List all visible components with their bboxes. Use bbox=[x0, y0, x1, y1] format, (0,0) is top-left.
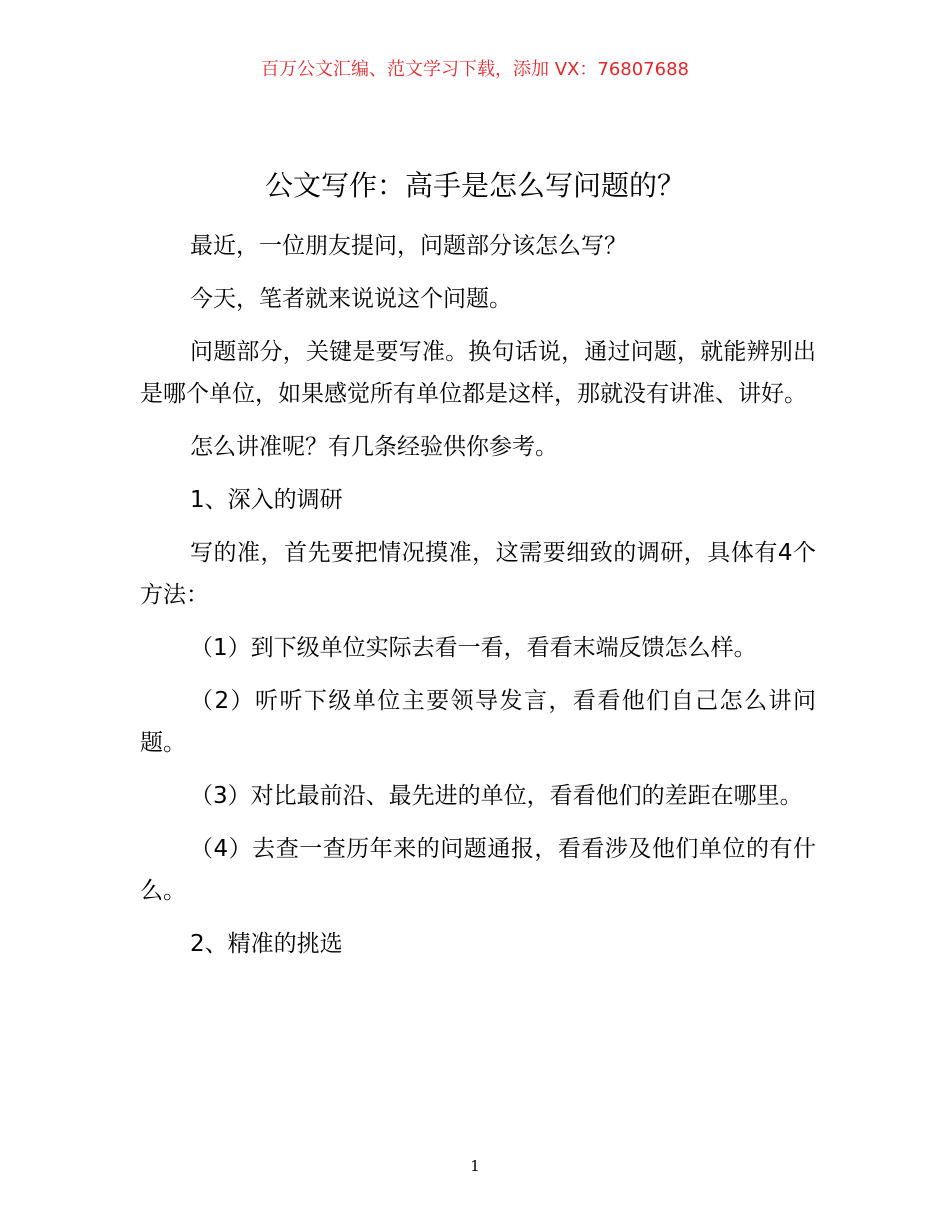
list-item: （4）去查一查历年来的问题通报，看看涉及他们单位的有什么。 bbox=[140, 836, 816, 904]
paragraph: 怎么讲准呢？有几条经验供你参考。 bbox=[190, 434, 558, 460]
list-item: （1）到下级单位实际去看一看，看看末端反馈怎么样。 bbox=[190, 635, 757, 661]
paragraph: 最近，一位朋友提问，问题部分该怎么写？ bbox=[190, 233, 627, 259]
document-title: 公文写作：高手是怎么写问题的？ bbox=[264, 169, 685, 202]
section-heading: 1、深入的调研 bbox=[190, 487, 343, 513]
paragraph: 今天，笔者就来说说这个问题。 bbox=[190, 286, 512, 312]
paragraph: 写的准，首先要把情况摸准，这需要细致的调研，具体有4个方法： bbox=[140, 540, 816, 608]
header-watermark-note: 百万公文汇编、范文学习下载，添加 VX：76807688 bbox=[261, 59, 689, 80]
section-heading: 2、精准的挑选 bbox=[190, 931, 343, 957]
page-number: 1 bbox=[470, 1157, 480, 1175]
paragraph: 问题部分，关键是要写准。换句话说，通过问题，就能辨别出是哪个单位，如果感觉所有单位都是这样，那就没有讲准、讲好。 bbox=[140, 339, 816, 407]
document-body bbox=[140, 225, 816, 976]
list-item: （2）听听下级单位主要领导发言，看看他们自己怎么讲问题。 bbox=[140, 688, 816, 756]
list-item: （3）对比最前沿、最先进的单位，看看他们的差距在哪里。 bbox=[190, 783, 803, 809]
